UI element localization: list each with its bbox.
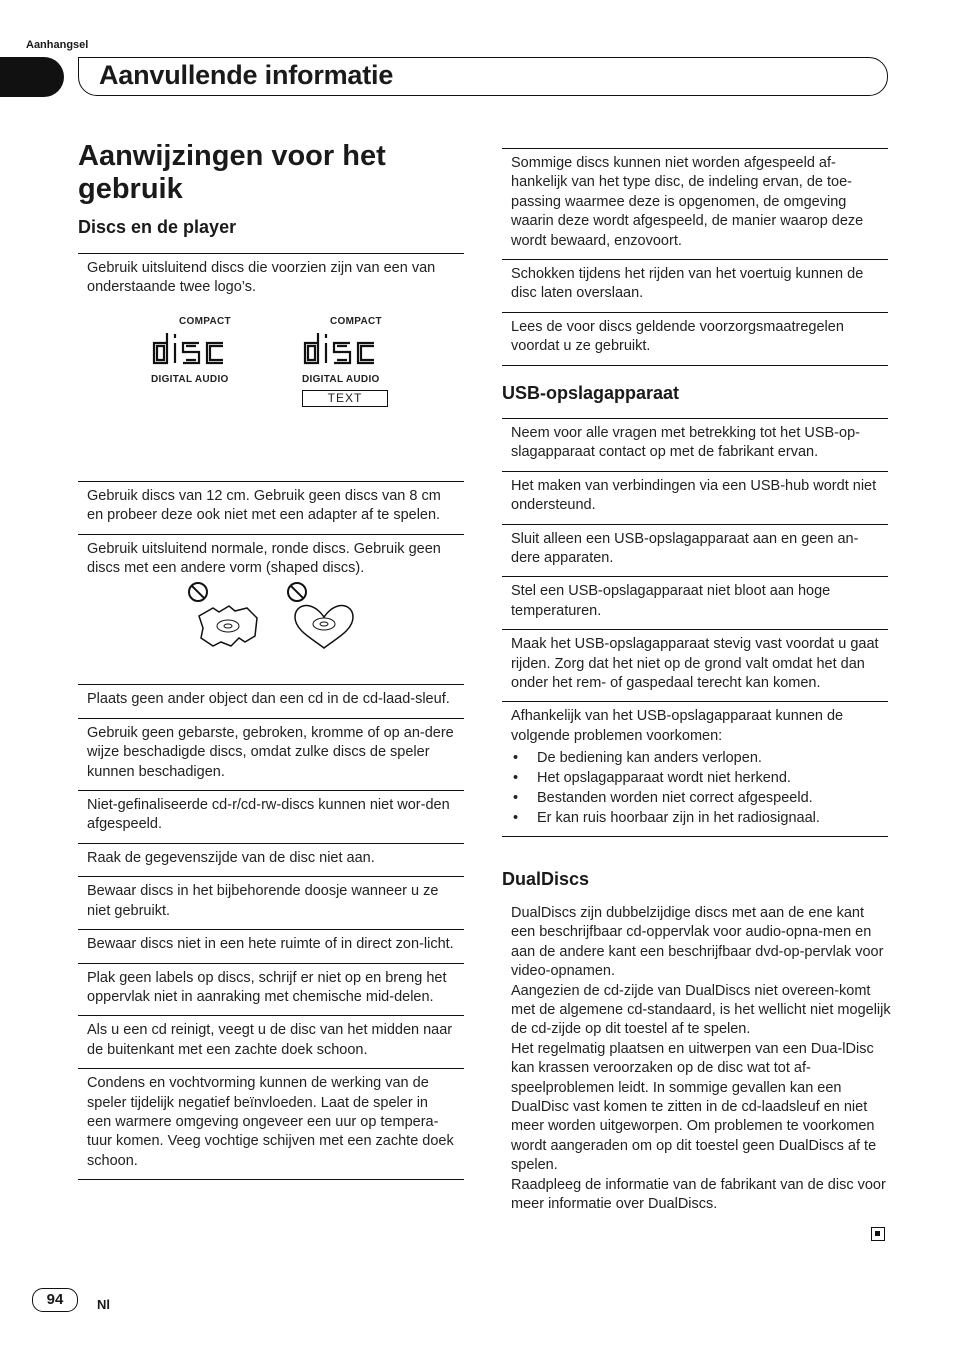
appendix-label: Aanhangsel — [26, 39, 89, 51]
list-item: Als u een cd reinigt, veegt u de disc van het midden naar de buitenkant met een zachte doek schoon. — [78, 1016, 464, 1069]
page-title: Aanwijzingen voor het gebruik — [78, 140, 386, 205]
list-item: Plak geen labels op discs, schrijf er niet op en breng het oppervlak niet in aanraking met chemische mid-delen. — [78, 964, 464, 1017]
list-item: Lees de voor discs geldende voorzorgsmaatregelen voordat u ze gebruikt. — [502, 313, 888, 366]
shaped-disc-icon — [195, 602, 261, 650]
compact-disc-text-logo — [302, 312, 402, 407]
prohibited-icon — [285, 580, 309, 604]
list-item: Sluit alleen een USB-opslagapparaat aan en geen an-dere apparaten. — [502, 525, 888, 578]
list-item: Sommige discs kunnen niet worden afgespeeld af-hankelijk van het type disc, de indeling ervan, de toe-passing waarmee deze is opgenomen, de omgeving waarin deze wordt afgespeeld, de manier waarop deze wordt bewaard, enzovoort. — [502, 149, 888, 260]
usb-problems-list — [511, 748, 879, 828]
compact-disc-logo — [151, 312, 251, 389]
page-number: 94 — [32, 1288, 78, 1312]
list-item: Gebruik geen gebarste, gebroken, kromme of op an-dere wijze beschadigde discs, omdat zulke discs de speler kunnen beschadigen. — [78, 719, 464, 791]
logo-digital-audio-text: DIGITAL AUDIO — [302, 373, 380, 385]
list-item: Niet-gefinaliseerde cd-r/cd-rw-discs kunnen niet wor-den afgespeeld. — [78, 791, 464, 844]
language-code: Nl — [97, 1297, 110, 1312]
bullet-item: • Het opslagapparaat wordt niet herkend. — [511, 768, 879, 788]
dualdiscs-paragraph: Het regelmatig plaatsen en uitwerpen van een Dua-lDisc kan krassen veroorzaken op de disc wat tot af-speelproblemen leidt. In sommige gevallen kan een DualDisc vast komen te zitten in de cd-laadsleuf en niet meer worden uitgeworpen. Om problemen te voorkomen wordt aangeraden om op dit toestel geen DualDiscs af te spelen. — [511, 1040, 877, 1174]
list-item: Plaats geen ander object dan een cd in de cd-laad-sleuf. — [78, 685, 464, 718]
bullet-item: • Er kan ruis hoorbaar zijn in het radiosignaal. — [511, 808, 879, 828]
dualdiscs-text — [502, 904, 891, 1215]
heart-disc-icon — [291, 602, 357, 652]
shape-note: Gebruik uitsluitend normale, ronde discs. Gebruik geen discs met een andere vorm (shaped discs). — [87, 540, 441, 577]
usb-heading: USB-opslagapparaat — [502, 383, 680, 403]
end-of-section-icon — [871, 1227, 885, 1241]
bullet-item: • De bediening kan anders verlopen. — [511, 748, 879, 768]
disc-logos — [87, 298, 455, 473]
section-title: Aanvullende informatie — [99, 60, 394, 90]
dualdiscs-paragraph: Raadpleeg de informatie van de fabrikant van de disc voor meer informatie over DualDiscs. — [511, 1176, 886, 1213]
discs-right-list — [502, 148, 888, 366]
section-header — [78, 57, 888, 96]
usb-problems-intro: Afhankelijk van het USB-opslagapparaat kunnen de volgende problemen voorkomen: — [511, 708, 844, 744]
disc-wordmark-icon — [151, 331, 243, 365]
shaped-discs-illustration — [87, 578, 455, 676]
dualdiscs-paragraph: Aangezien de cd-zijde van DualDiscs niet overeen-komt met de algemene cd-standaard, is het wellicht niet mogelijk de cd-zijde op dit toestel af te spelen. — [511, 982, 891, 1038]
list-item: Schokken tijdens het rijden van het voertuig kunnen de disc laten overslaan. — [502, 260, 888, 313]
list-item — [78, 254, 464, 482]
list-item: Het maken van verbindingen via een USB-hub wordt niet ondersteund. — [502, 472, 888, 525]
logo-compact-text: COMPACT — [330, 315, 382, 327]
usb-list — [502, 418, 888, 837]
bullet-item: • Bestanden worden niet correct afgespeeld. — [511, 788, 879, 808]
list-item — [502, 702, 888, 837]
list-item: Raak de gegevenszijde van de disc niet aan. — [78, 844, 464, 877]
discs-intro: Gebruik uitsluitend discs die voorzien zijn van een van onderstaande twee logo’s. — [87, 260, 436, 296]
logo-text-box: TEXT — [302, 390, 388, 407]
logo-compact-text: COMPACT — [179, 315, 231, 327]
list-item — [78, 535, 464, 686]
list-item: Condens en vochtvorming kunnen de werking van de speler tijdelijk negatief beïnvloeden. Laat de speler in een warmere omgeving ongeveer een uur op tempera-tuur komen. Veeg vochtige schijven met een zachte doek schoon. — [78, 1069, 464, 1180]
list-item: Bewaar discs in het bijbehorende doosje wanneer u ze niet gebruikt. — [78, 877, 464, 930]
section-tab-marker — [0, 57, 64, 97]
dualdiscs-paragraph: DualDiscs zijn dubbelzijdige discs met aan de ene kant een beschrijfbaar cd-oppervlak voor audio-opna-men en aan de andere kant een beschrijfbaar dvd-op-pervlak voor video-opnamen. — [511, 905, 884, 980]
list-item: Bewaar discs niet in een hete ruimte of in direct zon-licht. — [78, 930, 464, 963]
list-item: Maak het USB-opslagapparaat stevig vast voordat u gaat rijden. Zorg dat het niet op de grond valt omdat het dan onder het rem- of gaspedaal terecht kan komen. — [502, 630, 888, 702]
discs-heading: Discs en de player — [78, 217, 237, 237]
dualdiscs-heading: DualDiscs — [502, 869, 590, 889]
logo-digital-audio-text: DIGITAL AUDIO — [151, 373, 229, 385]
discs-list — [78, 253, 464, 1180]
list-item: Gebruik discs van 12 cm. Gebruik geen discs van 8 cm en probeer deze ook niet met een adapter af te spelen. — [78, 482, 464, 535]
disc-wordmark-icon — [302, 331, 394, 365]
list-item: Neem voor alle vragen met betrekking tot het USB-op-slagapparaat contact op met de fabrikant ervan. — [502, 419, 888, 472]
list-item: Stel een USB-opslagapparaat niet bloot aan hoge temperaturen. — [502, 577, 888, 630]
prohibited-icon — [186, 580, 210, 604]
